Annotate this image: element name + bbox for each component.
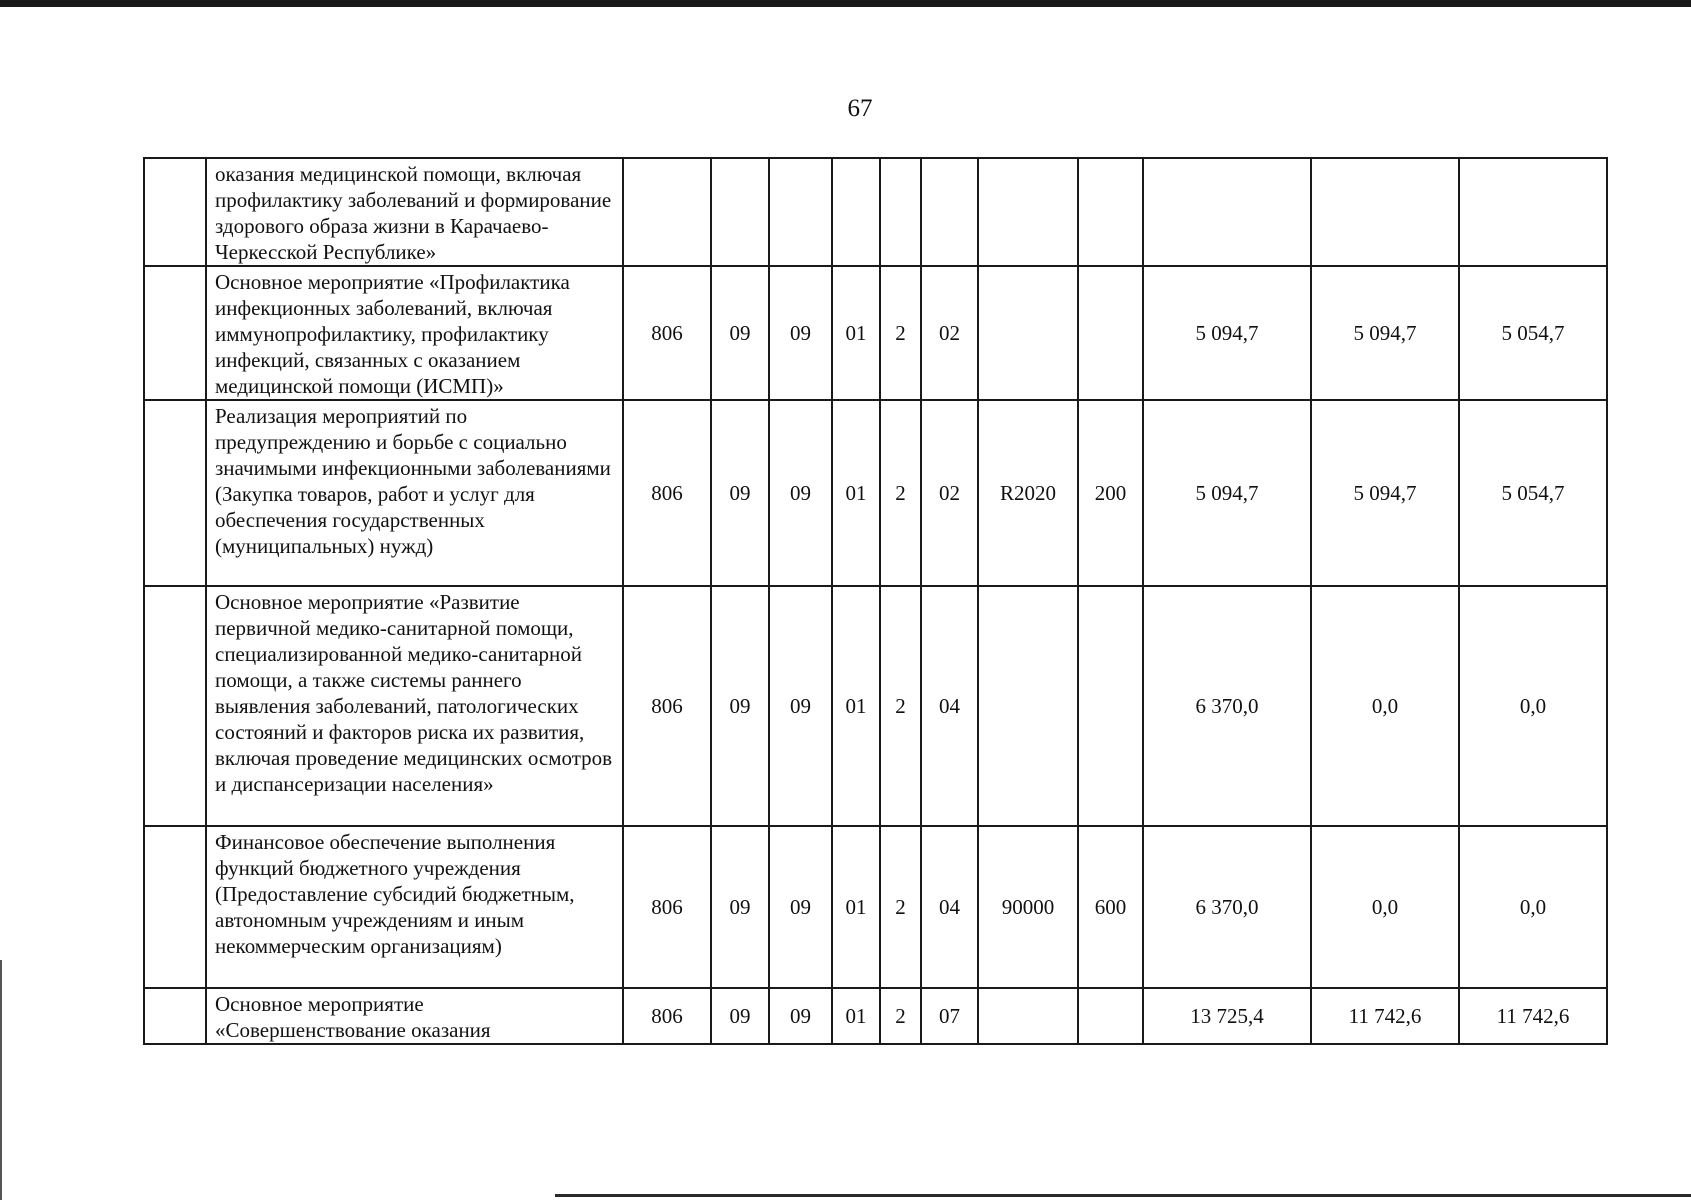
expense-type-cell	[1078, 988, 1143, 1044]
page-number: 67	[847, 95, 873, 122]
program-code-cell: 01	[832, 266, 880, 400]
amount-year-2-cell: 5 094,7	[1311, 266, 1459, 400]
direction-code-cell	[978, 988, 1078, 1044]
amount-year-3-cell: 0,0	[1459, 586, 1607, 826]
amount-year-2-cell: 5 094,7	[1311, 400, 1459, 586]
direction-code-cell	[978, 266, 1078, 400]
event-code-cell: 04	[921, 826, 978, 988]
table-row	[144, 826, 1607, 988]
ministry-code-cell: 806	[623, 826, 711, 988]
program-code-cell: 01	[832, 400, 880, 586]
amount-year-3-cell: 11 742,6	[1459, 988, 1607, 1044]
amount-year-3-cell: 0,0	[1459, 826, 1607, 988]
row-number-cell	[144, 586, 206, 826]
amount-year-1-cell	[1143, 158, 1311, 266]
subsection-code-cell: 09	[769, 826, 832, 988]
event-code-cell: 02	[921, 400, 978, 586]
amount-year-2-cell: 0,0	[1311, 586, 1459, 826]
subprogram-code-cell: 2	[880, 400, 921, 586]
subsection-code-cell: 09	[769, 400, 832, 586]
subsection-code-cell: 09	[769, 988, 832, 1044]
direction-code-cell	[978, 586, 1078, 826]
item-name-cell: Реализация мероприятий по предупреждению и борьбе с социально значимыми инфекционными заболеваниями (Закупка товаров, работ и услуг для обеспечения государственных (муниципальных) нужд)	[206, 400, 623, 586]
section-code-cell: 09	[711, 266, 769, 400]
expense-type-cell	[1078, 266, 1143, 400]
table-row	[144, 266, 1607, 400]
item-name-cell: Основное мероприятие «Развитие первичной медико-санитарной помощи, специализированной медико-санитарной помощи, а также системы раннего выявления заболеваний, патологических состояний и факторов риска их развития, включая проведение медицинских осмотров и диспансеризации населения»	[206, 586, 623, 826]
item-name-cell: Финансовое обеспечение выполнения функций бюджетного учреждения (Предоставление субсидий бюджетным, автономным учреждениям и иным некоммерческим организациям)	[206, 826, 623, 988]
amount-year-2-cell	[1311, 158, 1459, 266]
table-row	[144, 988, 1607, 1044]
subprogram-code-cell: 2	[880, 988, 921, 1044]
ministry-code-cell: 806	[623, 586, 711, 826]
section-code-cell: 09	[711, 826, 769, 988]
amount-year-1-cell: 5 094,7	[1143, 266, 1311, 400]
subprogram-code-cell: 2	[880, 586, 921, 826]
bottom-scan-border	[555, 1194, 1691, 1197]
expense-type-cell: 200	[1078, 400, 1143, 586]
expense-type-cell	[1078, 158, 1143, 266]
program-code-cell: 01	[832, 988, 880, 1044]
amount-year-3-cell	[1459, 158, 1607, 266]
section-code-cell: 09	[711, 988, 769, 1044]
item-name-cell: Основное мероприятие «Профилактика инфекционных заболеваний, включая иммунопрофилактику, профилактику инфекций, связанных с оказанием медицинской помощи (ИСМП)»	[206, 266, 623, 400]
row-number-cell	[144, 988, 206, 1044]
item-name-cell: оказания медицинской помощи, включая профилактику заболеваний и формирование здорового образа жизни в Карачаево-Черкесской Республике»	[206, 158, 623, 266]
ministry-code-cell	[623, 158, 711, 266]
budget-table	[143, 157, 1608, 1045]
row-number-cell	[144, 400, 206, 586]
amount-year-1-cell: 6 370,0	[1143, 826, 1311, 988]
program-code-cell: 01	[832, 826, 880, 988]
table-row	[144, 158, 1607, 266]
amount-year-3-cell: 5 054,7	[1459, 266, 1607, 400]
subprogram-code-cell	[880, 158, 921, 266]
amount-year-2-cell: 0,0	[1311, 826, 1459, 988]
row-number-cell	[144, 158, 206, 266]
top-scan-border	[0, 0, 1691, 7]
program-code-cell	[832, 158, 880, 266]
subprogram-code-cell: 2	[880, 266, 921, 400]
amount-year-3-cell: 5 054,7	[1459, 400, 1607, 586]
direction-code-cell	[978, 158, 1078, 266]
ministry-code-cell: 806	[623, 400, 711, 586]
section-code-cell: 09	[711, 400, 769, 586]
item-name-cell: Основное мероприятие «Совершенствование оказания	[206, 988, 623, 1044]
subsection-code-cell: 09	[769, 586, 832, 826]
table-row	[144, 400, 1607, 586]
section-code-cell	[711, 158, 769, 266]
row-number-cell	[144, 266, 206, 400]
amount-year-1-cell: 13 725,4	[1143, 988, 1311, 1044]
row-number-cell	[144, 826, 206, 988]
ministry-code-cell: 806	[623, 988, 711, 1044]
amount-year-1-cell: 5 094,7	[1143, 400, 1311, 586]
left-scan-edge	[0, 960, 2, 1200]
direction-code-cell: 90000	[978, 826, 1078, 988]
program-code-cell: 01	[832, 586, 880, 826]
table-row	[144, 586, 1607, 826]
subprogram-code-cell: 2	[880, 826, 921, 988]
expense-type-cell	[1078, 586, 1143, 826]
amount-year-2-cell: 11 742,6	[1311, 988, 1459, 1044]
event-code-cell: 02	[921, 266, 978, 400]
subsection-code-cell: 09	[769, 266, 832, 400]
subsection-code-cell	[769, 158, 832, 266]
direction-code-cell: R2020	[978, 400, 1078, 586]
event-code-cell: 04	[921, 586, 978, 826]
event-code-cell: 07	[921, 988, 978, 1044]
ministry-code-cell: 806	[623, 266, 711, 400]
section-code-cell: 09	[711, 586, 769, 826]
expense-type-cell: 600	[1078, 826, 1143, 988]
event-code-cell	[921, 158, 978, 266]
amount-year-1-cell: 6 370,0	[1143, 586, 1311, 826]
